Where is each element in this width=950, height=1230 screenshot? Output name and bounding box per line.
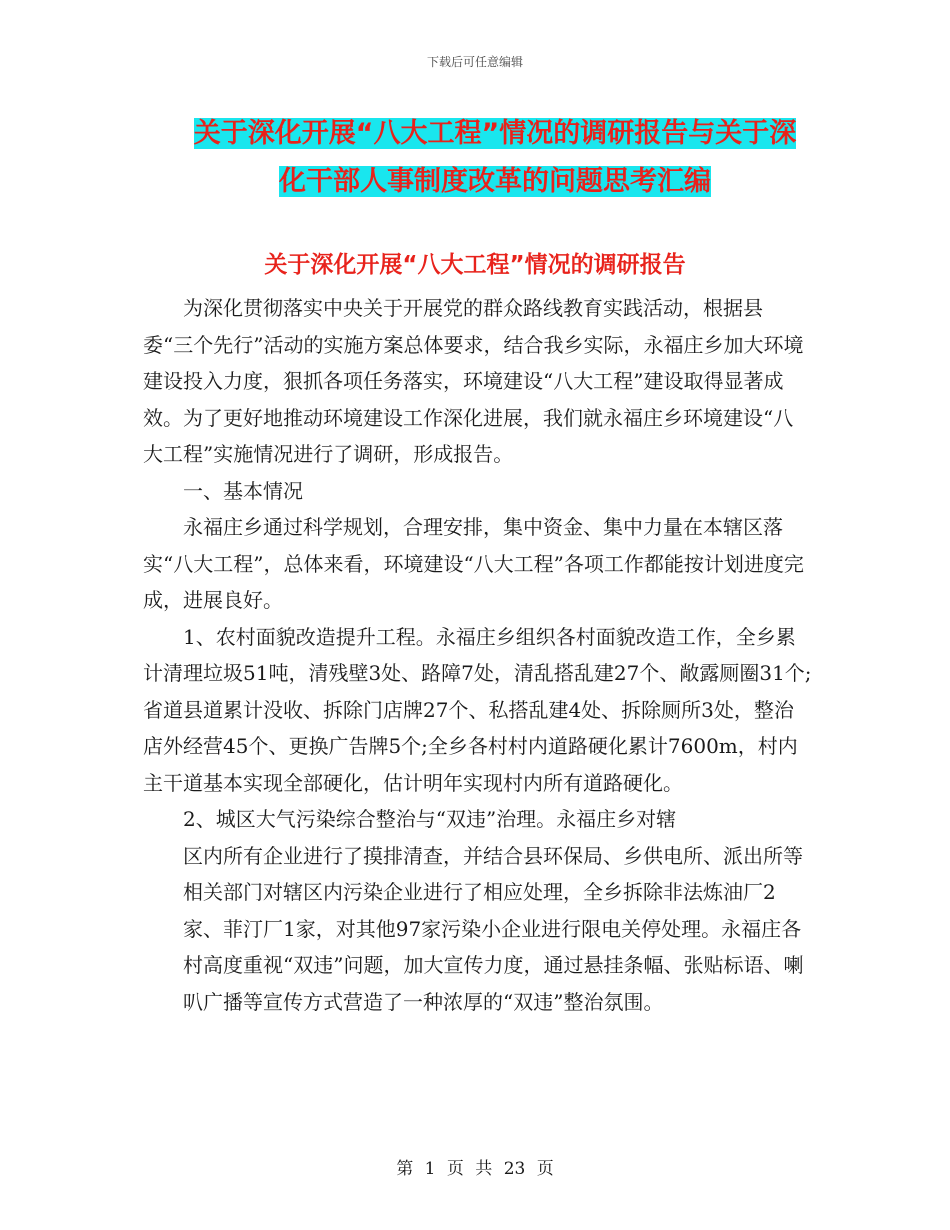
paragraph-item-2-body: 区内所有企业进行了摸排清查，并结合县环保局、乡供电所、派出所等相关部门对辖区内污染企业进行了相应处理，全乡拆除非法炼油厂2家、菲汀厂1家，对其他97家污染小企业进行限电关停处理。永福庄各村高度重视“双违”问题，加大宣传力度，通过悬挂条幅、张贴标语、喇叭广播等宣传方式营造了一种浓厚的“双违”整治氛围。 xyxy=(183,843,804,1014)
paragraph-overview: 永福庄乡通过科学规划，合理安排，集中资金、集中力量在本辖区落实“八大工程”，总体来看，环境建设“八大工程”各项工作都能按计划进度完成，进展良好。 xyxy=(143,515,804,612)
section-title: 关于深化开展“八大工程”情况的调研报告 xyxy=(264,252,686,278)
page-footer: 第 1 页 共 23 页 xyxy=(396,1159,554,1179)
document-title-line-2: 化干部人事制度改革的问题思考汇编 xyxy=(279,166,711,197)
header-note: 下载后可任意编辑 xyxy=(426,55,523,69)
document-title-line-1: 关于深化开展“八大工程”情况的调研报告与关于深 xyxy=(193,118,797,149)
document-title xyxy=(100,110,890,206)
paragraph-intro: 为深化贯彻落实中央关于开展党的群众路线教育实践活动，根据县委“三个先行”活动的实施方案总体要求，结合我乡实际，永福庄乡加大环境建设投入力度，狠抓各项任务落实，环境建设“八大工程”建设取得显著成效。为了更好地推动环境建设工作深化进展，我们就永福庄乡环境建设“八大工程”实施情况进行了调研，形成报告。 xyxy=(143,296,804,466)
body-text xyxy=(143,290,813,1020)
paragraph-item-2-heading: 2、城区大气污染综合整治与“双违”治理。永福庄乡对辖 xyxy=(183,807,677,831)
heading-basic-situation: 一、基本情况 xyxy=(183,478,303,503)
paragraph-item-1: 1、农村面貌改造提升工程。永福庄乡组织各村面貌改造工作，全乡累计清理垃圾51吨，清残壁3处、路障7处，清乱搭乱建27个、敞露厕圈31个;省道县道累计没收、拆除门店牌27个、私搭乱建4处、拆除厕所3处，整治店外经营45个、更换广告牌5个;全乡各村村内道路硬化累计7600m，村内主干道基本实现全部硬化，估计明年实现村内所有道路硬化。 xyxy=(143,624,812,795)
